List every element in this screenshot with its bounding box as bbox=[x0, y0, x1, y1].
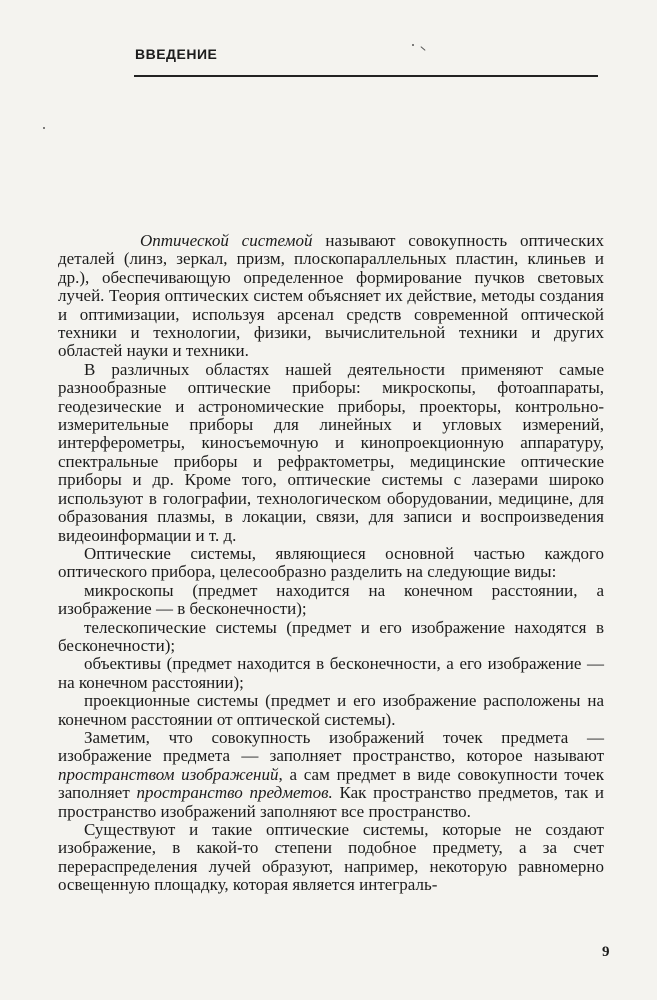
scan-speck bbox=[420, 46, 425, 51]
paragraph-applications: В различных областях нашей деятельности применяют самые разнообразные оптические приборы: микроскопы, фотоаппараты, геодезические и астрономические приборы, проекторы, контрольно-измерительные приборы для линейных и угловых измерений, интерферометры, киносъемочную и кинопроекционную аппаратуру, спектральные приборы и рефрактометры, медицинские оптические приборы и др. Кроме того, оптические системы с лазерами широко используют в голографии, технологическом оборудовании, медицине, для образования плазмы, в локации, связи, для записи и воспроизведения видеоинформации и т. д. bbox=[58, 359, 604, 545]
paragraph-definition-text: называют совокупность оптических деталей (линз, зеркал, призм, плоскопараллельных пластин, клиньев и др.), обеспечивающую определенное формирование пучков световых лучей. Теория оптических систем объясняет их действие, методы создания и оптимизации, используя арсенал средств современной оптической техники и технологии, физики, вычислительной техники и других областей науки и техники. bbox=[58, 231, 604, 361]
list-item-objectives: объективы (предмет находится в бесконечности, а его изображение — на конечном расстоянии); bbox=[58, 654, 604, 692]
scan-speck bbox=[412, 44, 414, 46]
paragraph-classification: Оптические системы, являющиеся основной частью каждого оптического прибора, целесообразно разделить на следующие виды: bbox=[58, 543, 604, 582]
paragraph-spaces-part-b: , а сам предмет в виде совокупности точек заполняет bbox=[58, 764, 604, 803]
page-number: 9 bbox=[602, 944, 610, 960]
paragraph-spaces bbox=[58, 729, 604, 821]
list-item-microscopes: микроскопы (предмет находится на конечном расстоянии, а изображение — в бесконечности); bbox=[58, 580, 604, 619]
list-item-projection: проекционные системы (предмет и его изображение расположены на конечном расстоянии от оптической системы). bbox=[58, 691, 604, 729]
term-image-space: пространством изображений bbox=[58, 764, 279, 784]
header-rule bbox=[134, 75, 598, 77]
list-item-telescopic: телескопические системы (предмет и его изображение находятся в бесконечности); bbox=[58, 617, 604, 655]
scan-speck bbox=[43, 127, 45, 129]
body-text bbox=[58, 232, 604, 895]
paragraph-spaces-part-a: Заметим, что совокупность изображений точек предмета — изображение предмета — заполняет пространство, которое называют bbox=[58, 727, 604, 766]
paragraph-non-imaging: Существуют и такие оптические системы, которые не создают изображение, в какой-то степени подобное предмету, а за счет перераспределения лучей образуют, например, некоторую равномерно освещенную площадку, которая является интеграль- bbox=[58, 820, 604, 895]
paragraph-definition bbox=[58, 232, 604, 361]
section-heading: ВВЕДЕНИЕ bbox=[135, 46, 218, 62]
term-object-space: пространство предметов. bbox=[136, 783, 333, 803]
term-optical-system: Оптической системой bbox=[140, 231, 313, 250]
paragraph-spaces-part-c: Как пространство предметов, так и пространство изображений заполняют все пространство. bbox=[58, 783, 604, 821]
